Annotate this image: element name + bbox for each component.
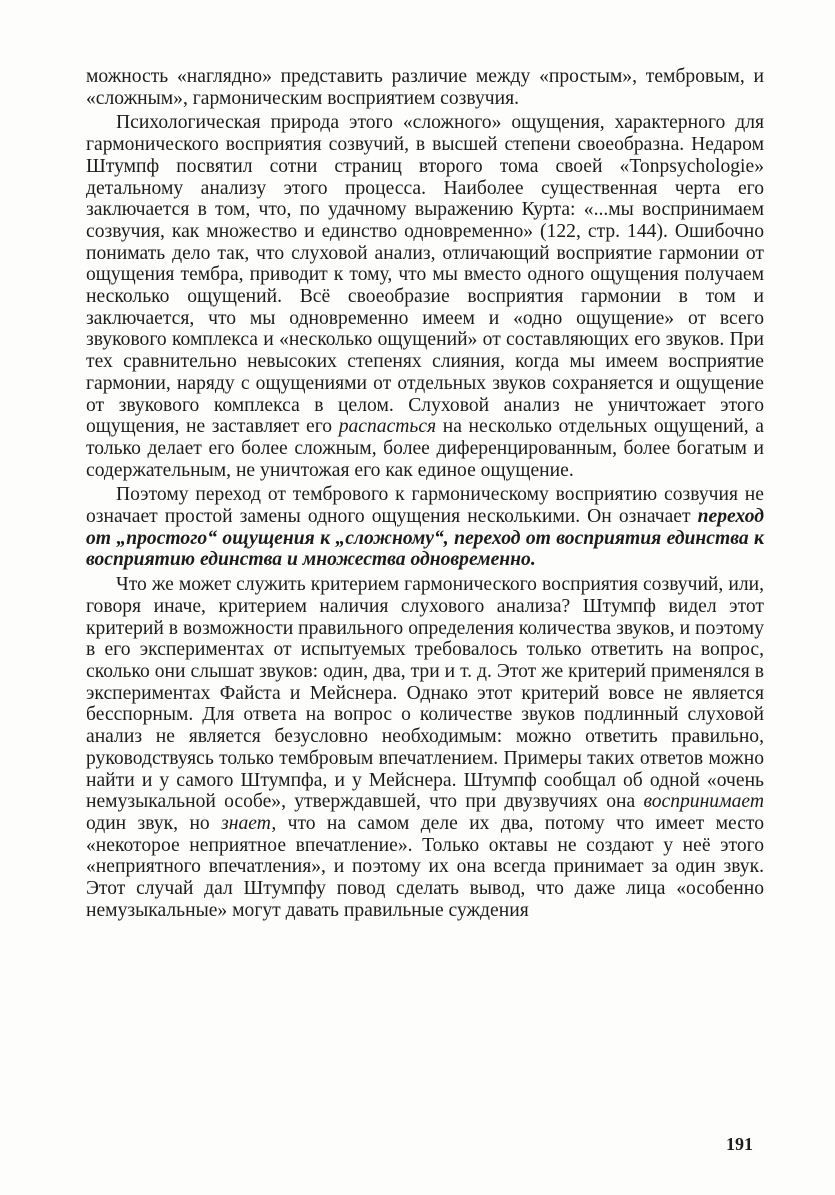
bold-emphasized-text: переход от „простого“ ощущения к „сложному“, переход от восприятия единства к восприятию единства и множества одновременно. [86, 506, 764, 571]
page-number: 191 [726, 1134, 753, 1154]
text-segment: один звук, но [86, 812, 222, 834]
emphasized-text: знает, [221, 812, 277, 834]
text-segment: Что же может служить критерием гармонического восприятия созвучий, или, говоря иначе, критерием наличия слухового анализа? Штумпф видел этот критерий в возможности правильного определения количества звуков, и поэтому в его экспериментах от испытуемых требовалось только ответить на вопрос, сколько они слышат звуков: один, два, три и т. д. Этот же критерий применялся в экспериментах Файста и Мейснера. Однако этот критерий вовсе не является бесспорным. Для ответа на вопрос о количестве звуков подлинный слуховой анализ не является безусловно необходимым: можно ответить правильно, руководствуясь только тембровым впечатлением. Примеры таких ответов можно найти и у самого Штумпфа, и у Мейснера. Штумпф сообщал об одной «очень немузыкальной особе», утверждавшей, что при двузвучиях она [86, 574, 764, 813]
emphasized-text: воспринимает [643, 791, 764, 813]
paragraph [86, 112, 764, 481]
text-segment: Поэтому переход от тембрового к гармоническому восприятию созвучия не означает простой замены одного ощущения несколькими. Он означает [86, 484, 764, 528]
body-text [86, 66, 764, 921]
paragraph [86, 484, 764, 571]
text-segment: на несколько отдельных ощущений, а только делает его более сложным, более диференцированным, более богатым и содержательным, не уничтожая его как единое ощущение. [86, 416, 765, 481]
paragraph [86, 574, 764, 921]
text-segment: можность «наглядно» представить различие между «простым», тембровым, и «сложным», гармоническим восприятием созвучия. [86, 66, 764, 109]
text-segment: Психологическая природа этого «сложного» ощущения, характерного для гармонического восприятия созвучий, в высшей степени своеобразна. Недаром Штумпф посвятил сотни страниц второго тома своей «Tonpsychologie» детальному анализу этого процесса. Наиболее существенная черта его заключается в том, что, по удачному выражению Курта: «...мы воспринимаем созвучия, как множество и единство одновременно» (122, стр. 144). Ошибочно понимать дело так, что слуховой анализ, отличающий восприятие гармонии от ощущения тембра, приводит к тому, что мы вместо одного ощущения получаем несколько ощущений. Всё своеобразие восприятия гармонии в том и заключается, что мы одновременно имеем и «одно ощущение» от всего звукового комплекса и «несколько ощущений» от составляющих его звуков. При тех сравнительно невысоких степенях слияния, когда мы имеем восприятие гармонии, наряду с ощущениями от отдельных звуков сохраняется и ощущение от звукового комплекса в целом. Слуховой анализ не уничтожает этого ощущения, не заставляет его [86, 112, 764, 438]
emphasized-text: распасться [338, 416, 437, 438]
text-segment: что на самом деле их два, потому что имеет место «некоторое неприятное впечатление». Только октавы не создают у неё этого «неприятного впечатления», и поэтому их она всегда принимает за один звук. Этот случай дал Штумпфу повод сделать вывод, что даже лица «особенно немузыкальные» могут давать правильные суждения [86, 812, 764, 921]
paragraph [86, 66, 764, 109]
